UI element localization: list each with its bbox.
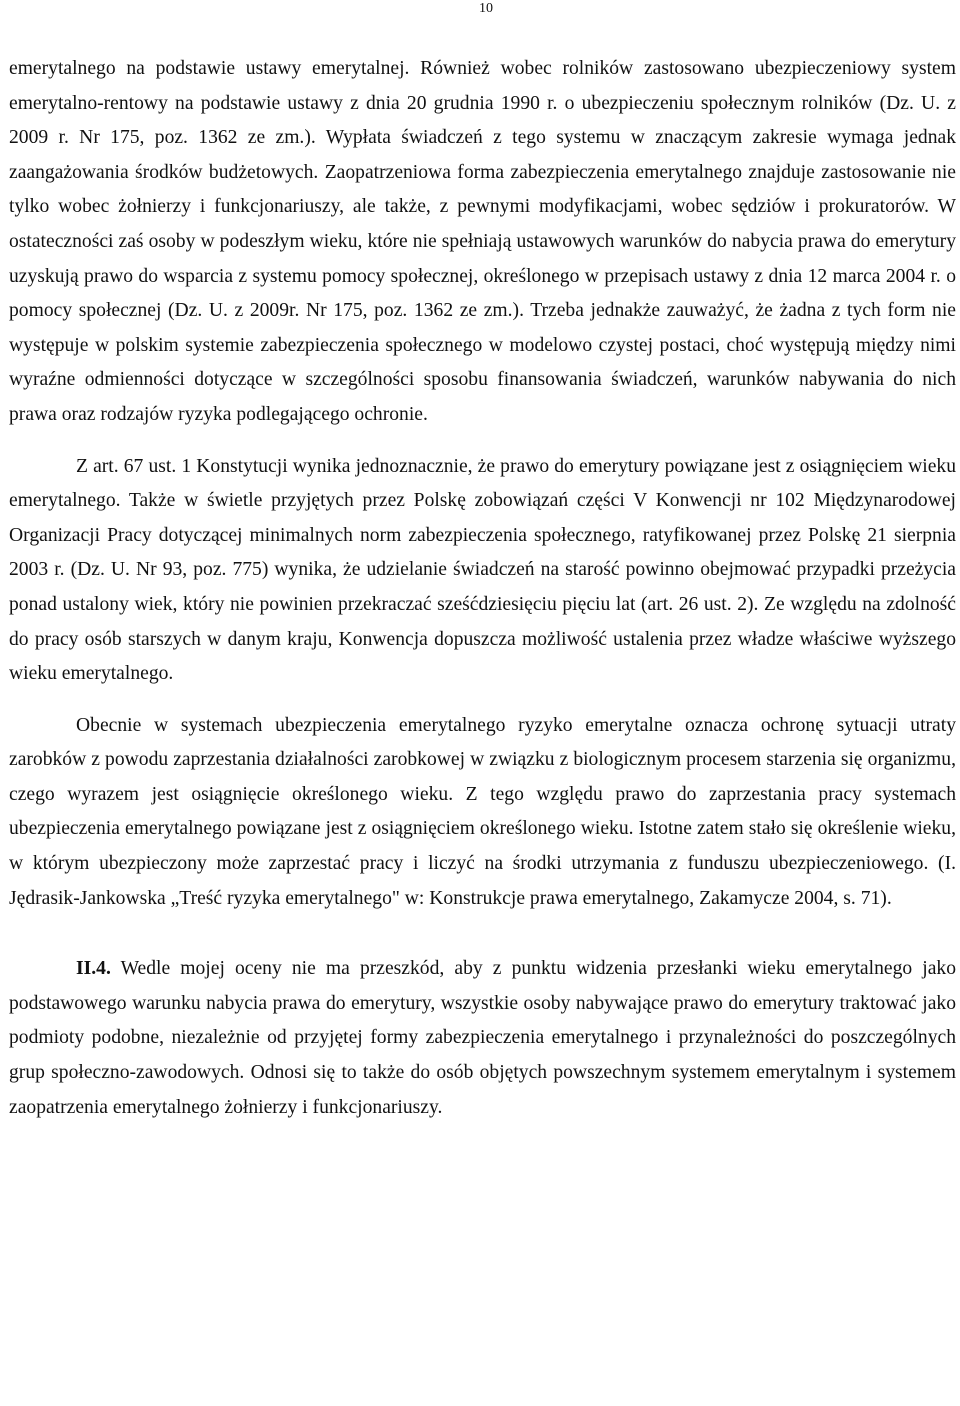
- paragraph-section-ii-4: [9, 952, 956, 1125]
- section-label: II.4.: [76, 958, 111, 980]
- paragraph-pension-systems-overview: emerytalnego na podstawie ustawy emerytalnej. Również wobec rolników zastosowano ubezpieczeniowy system emerytalno-rentowy na podstawie ustawy z dnia 20 grudnia 1990 r. o ubezpieczeniu społecznym rolników (Dz. U. z 2009 r. Nr 175, poz. 1362 ze zm.). Wypłata świadczeń z tego systemu w znaczącym zakresie wymaga jednak zaangażowania środków budżetowych. Zaopatrzeniowa forma zabezpieczenia emerytalnego znajduje zastosowanie nie tylko wobec żołnierzy i funkcjonariuszy, ale także, z pewnymi modyfikacjami, wobec sędziów i prokuratorów. W ostateczności zaś osoby w podeszłym wieku, które nie spełniają ustawowych warunków do nabycia prawa do emerytury uzyskują prawo do wsparcia z systemu pomocy społecznej, określonego w przepisach ustawy z dnia 12 marca 2004 r. o pomocy społecznej (Dz. U. z 2009r. Nr 175, poz. 1362 ze zm.). Trzeba jednakże zauważyć, że żadna z tych form nie występuje w polskim systemie zabezpieczenia społecznego w modelowo czystej postaci, choć występują między nimi wyraźne odmienności dotyczące w szczególności sposobu finansowania świadczeń, warunków nabywania do nich prawa oraz rodzajów ryzyka podlegającego ochronie.: [9, 58, 956, 425]
- paragraph-constitution-retirement-age: Z art. 67 ust. 1 Konstytucji wynika jednoznacznie, że prawo do emerytury powiązane jest z osiągnięciem wieku emerytalnego. Także w świetle przyjętych przez Polskę zobowiązań części V Konwencji nr 102 Międzynarodowej Organizacji Pracy dotyczącej minimalnych norm zabezpieczenia społecznego, ratyfikowanej przez Polskę 21 sierpnia 2003 r. (Dz. U. Nr 93, poz. 775) wynika, że udzielanie świadczeń na starość powinno obejmować przypadki przeżycia ponad ustalony wiek, który nie powinien przekraczać sześćdziesięciu pięciu lat (art. 26 ust. 2). Ze względu na zdolność do pracy osób starszych w danym kraju, Konwencja dopuszcza możliwość ustalenia przez władze właściwe wyższego wieku emerytalnego.: [9, 455, 956, 685]
- page-number: 10: [479, 1, 493, 16]
- document-body: [9, 52, 956, 1125]
- paragraph-retirement-risk: Obecnie w systemach ubezpieczenia emerytalnego ryzyko emerytalne oznacza ochronę sytuacji utraty zarobków z powodu zaprzestania działalności zarobkowej w związku z biologicznym procesem starzenia się organizmu, czego wyrazem jest osiągnięcie określonego wieku. Z tego względu prawo do zaprzestania pracy systemach ubezpieczenia emerytalnego powiązane jest z osiągnięciem określonego wieku. Istotne zatem stało się określenie wieku, w którym ubezpieczony może zaprzestać pracy i liczyć na środki utrzymania z funduszu ubezpieczeniowego. (I. Jędrasik-Jankowska „Treść ryzyka emerytalnego" w: Konstrukcje prawa emerytalnego, Zakamycze 2004, s. 71).: [9, 714, 956, 909]
- section-text: Wedle mojej oceny nie ma przeszkód, aby z punktu widzenia przesłanki wieku emerytalnego jako podstawowego warunku nabycia prawa do emerytury, wszystkie osoby nabywające prawo do emerytury traktować jako podmioty podobne, niezależnie od przyjętej formy zabezpieczenia emerytalnego i przynależności do poszczególnych grup społeczno-zawodowych. Odnosi się to także do osób objętych powszechnym systemem emerytalnym i systemem zaopatrzenia emerytalnego żołnierzy i funkcjonariuszy.: [9, 958, 956, 1118]
